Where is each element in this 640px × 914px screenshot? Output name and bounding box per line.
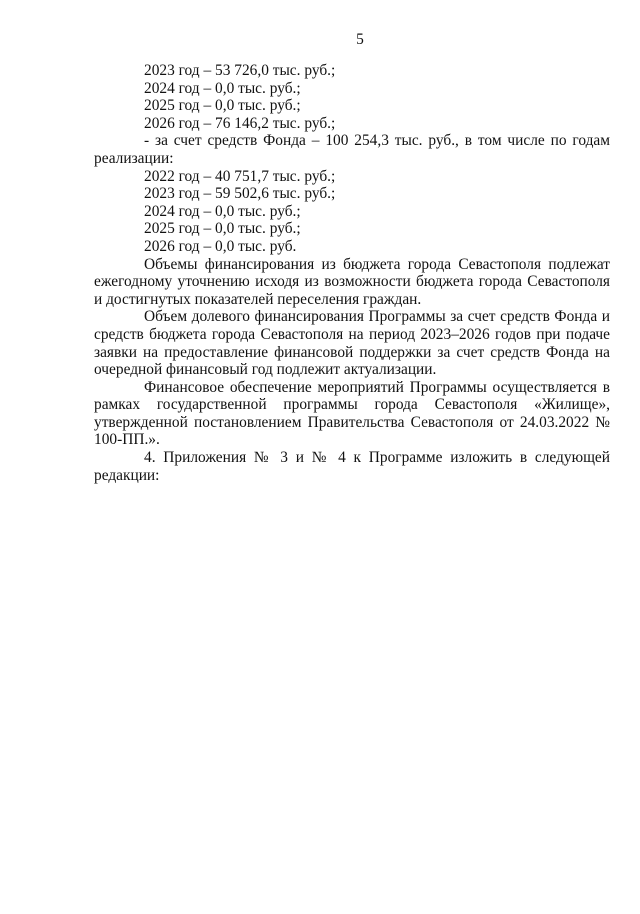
fund-line-2025: 2025 год – 0,0 тыс. руб.;: [144, 220, 301, 238]
state-program-paragraph: Финансовое обеспечение мероприятий Программы осуществляется в рамках государственной программы города Севастополя «Жилище», утвержденной постановлением Правительства Севастополя от 24.03.2022 № 100-ПП.».: [94, 378, 610, 449]
financing-line-2024: 2024 год – 0,0 тыс. руб.;: [144, 79, 301, 97]
financing-line-2026: 2026 год – 76 146,2 тыс. руб.;: [144, 114, 336, 132]
document-body: [94, 62, 610, 484]
fund-line-2023: 2023 год – 59 502,6 тыс. руб.;: [144, 185, 336, 203]
page-number: 5: [356, 31, 364, 48]
appendices-paragraph: 4. Приложения № 3 и № 4 к Программе изложить в следующей редакции:: [94, 449, 610, 484]
fund-line-2022: 2022 год – 40 751,7 тыс. руб.;: [144, 167, 336, 185]
fund-line-2024: 2024 год – 0,0 тыс. руб.;: [144, 202, 301, 220]
financing-line-2023: 2023 год – 53 726,0 тыс. руб.;: [144, 62, 336, 79]
financing-line-2025: 2025 год – 0,0 тыс. руб.;: [144, 97, 301, 115]
fund-financing-paragraph: - за счет средств Фонда – 100 254,3 тыс. руб., в том числе по годам реализации:: [94, 132, 610, 167]
cofinancing-paragraph: Объем долевого финансирования Программы за счет средств Фонда и средств бюджета города Севастополя на период 2023–2026 годов при подаче заявки на предоставление финансовой поддержки за счет средств Фонда на очередной финансовый год подлежит актуализации.: [94, 308, 610, 379]
fund-line-2026: 2026 год – 0,0 тыс. руб.: [144, 237, 297, 255]
budget-adjustment-paragraph: Объемы финансирования из бюджета города Севастополя подлежат ежегодному уточнению исходя из возможности бюджета города Севастополя и достигнутых показателей переселения граждан.: [94, 255, 610, 308]
